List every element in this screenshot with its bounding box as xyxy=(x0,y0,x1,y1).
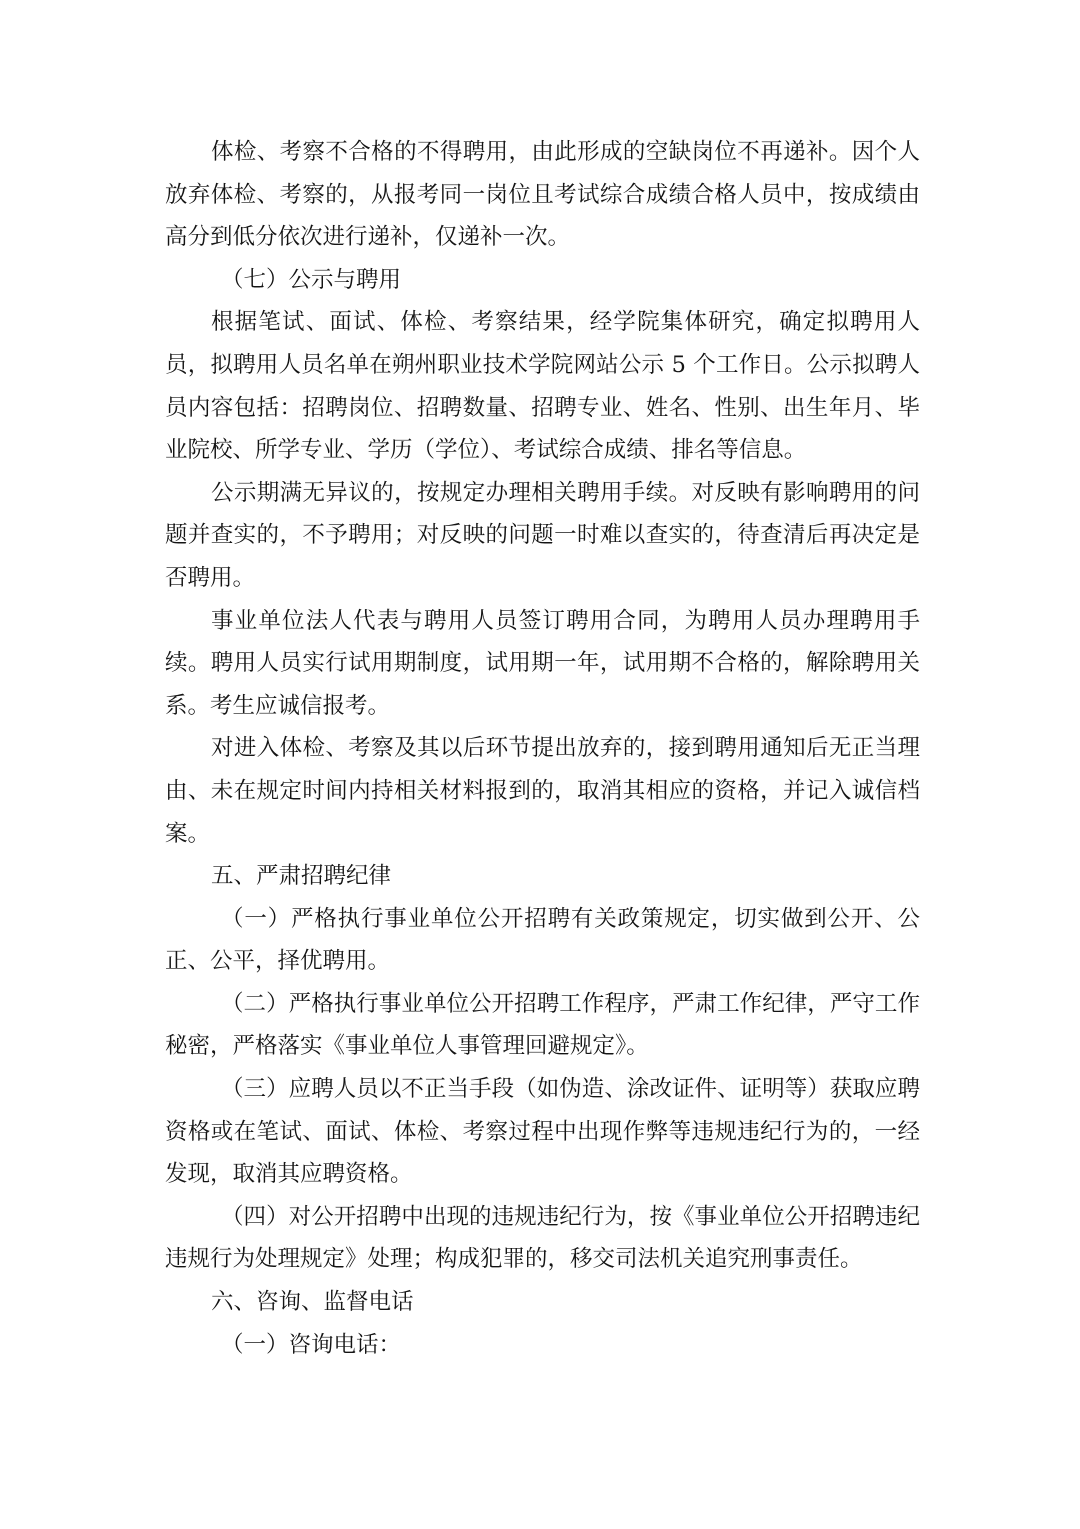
paragraph-body: 事业单位法人代表与聘用人员签订聘用合同，为聘用人员办理聘用手续。聘用人员实行试用期制度，试用期一年，试用期不合格的，解除聘用关系。考生应诚信报考。 xyxy=(165,607,920,719)
section-subheading: （四）对公开招聘中出现的违规违纪行为，按《事业单位公开招聘违纪违规行为处理规定》处理；构成犯罪的，移交司法机关追究刑事责任。 xyxy=(165,1203,920,1273)
section-subheading: （三）应聘人员以不正当手段（如伪造、涂改证件、证明等）获取应聘资格或在笔试、面试、体检、考察过程中出现作弊等违规违纪行为的，一经发现，取消其应聘资格。 xyxy=(165,1076,920,1188)
paragraph-body: 公示期满无异议的，按规定办理相关聘用手续。对反映有影响聘用的问题并查实的，不予聘用；对反映的问题一时难以查实的，待查清后再决定是否聘用。 xyxy=(165,479,920,591)
paragraph-body: 根据笔试、面试、体检、考察结果，经学院集体研究，确定拟聘用人员，拟聘用人员名单在朔州职业技术学院网站公示 5 个工作日。公示拟聘人员内容包括：招聘岗位、招聘数量、招聘专业、姓名、性别、出生年月、毕业院校、所学专业、学历（学位）、考试综合成绩、排名等信息。 xyxy=(165,309,920,464)
section-subheading: （七）公示与聘用 xyxy=(221,266,402,293)
section-heading: 五、严肃招聘纪律 xyxy=(211,863,392,890)
section-subheading: （一）咨询电话： xyxy=(221,1331,402,1358)
document-body xyxy=(165,131,920,1366)
paragraph-body: 体检、考察不合格的不得聘用，由此形成的空缺岗位不再递补。因个人放弃体检、考察的，从报考同一岗位且考试综合成绩合格人员中，按成绩由高分到低分依次进行递补，仅递补一次。 xyxy=(165,139,920,251)
paragraph-body: 对进入体检、考察及其以后环节提出放弃的，接到聘用通知后无正当理由、未在规定时间内持相关材料报到的，取消其相应的资格，并记入诚信档案。 xyxy=(165,735,920,847)
section-subheading: （一）严格执行事业单位公开招聘有关政策规定，切实做到公开、公正、公平，择优聘用。 xyxy=(165,905,920,975)
section-subheading: （二）严格执行事业单位公开招聘工作程序，严肃工作纪律，严守工作秘密，严格落实《事业单位人事管理回避规定》。 xyxy=(165,990,920,1060)
section-heading: 六、咨询、监督电话 xyxy=(211,1289,414,1316)
